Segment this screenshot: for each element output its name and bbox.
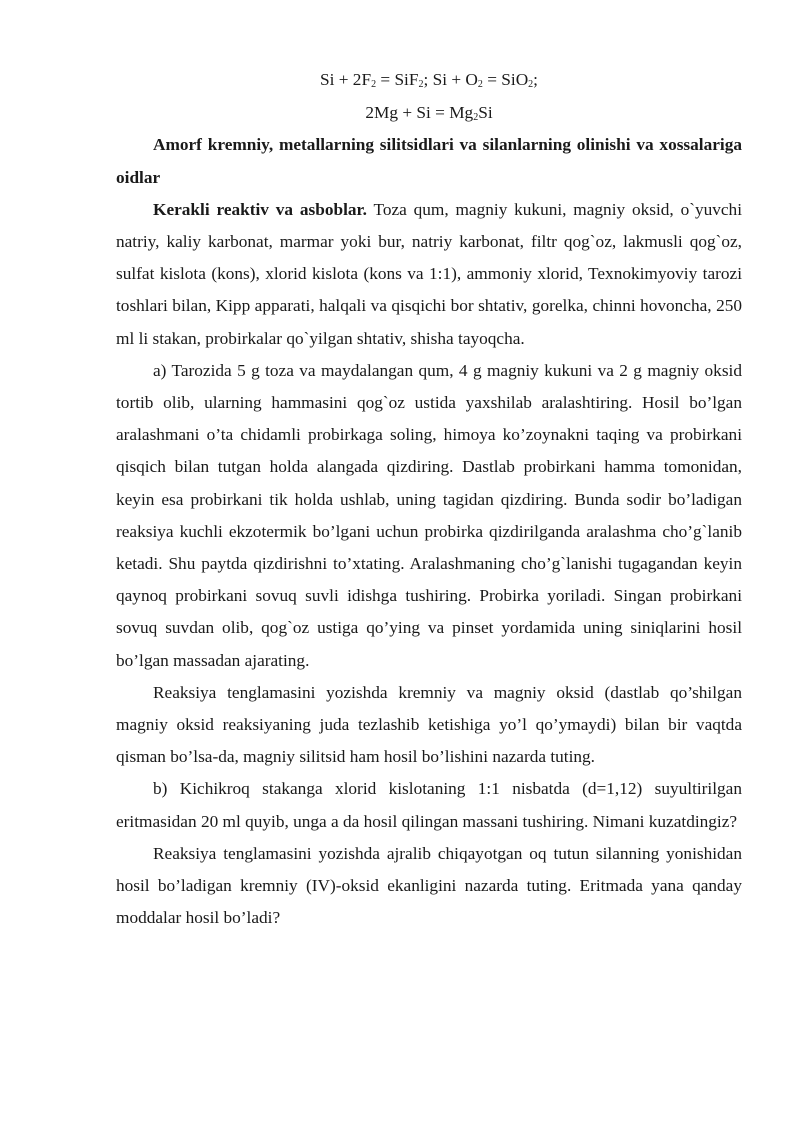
- reagents-lead: Kerakli reaktiv va asboblar.: [153, 199, 367, 219]
- eq1-sub-b: 2: [418, 79, 424, 90]
- eq2-part-a: 2Mg + Si = Mg: [365, 103, 474, 123]
- eq2-part-b: Si: [478, 103, 493, 123]
- eq1-sub-d: 2: [528, 79, 534, 90]
- paragraph-note-2: Reaksiya tenglamasini yozishda ajralib chiqayotgan oq tutun silanning yonishidan hosil bo’ladigan kremniy (IV)-oksid ekanligini nazarda tuting. Eritmada yana qanday moddalar hosil bo’ladi?: [116, 843, 742, 928]
- eq1-sub-c: 2: [477, 79, 483, 90]
- eq1-part-d: = SiO: [482, 70, 529, 89]
- eq1-part-e: ;: [533, 70, 538, 89]
- eq1-part-b: = SiF: [376, 70, 419, 89]
- equation-line-2: [116, 97, 742, 129]
- eq2-sub-a: 2: [473, 112, 479, 124]
- paragraph-b: b) Kichikroq stakanga xlorid kislotaning 1:1 nisbatda (d=1,12) suyultirilgan eritmasidan 20 ml quyib, unga a da hosil qilingan massani tushiring. Nimani kuzatdingiz?: [116, 779, 742, 831]
- eq1-part-c: ; Si + O: [423, 70, 478, 89]
- reagents-paragraph: [116, 194, 742, 355]
- paragraph-a: a) Tarozida 5 g toza va maydalangan qum, 4 g magniy kukuni va 2 g magniy oksid tortib olib, ularning hammasini qog`oz ustida yaxshilab aralashtiring. Hosil bo’lgan aralashmani o’ta chidamli probirkaga soling, himoya ko’zoynakni taqing va probirkani qisqich bilan tutgan holda alangada qizdiring. Dastlab probirkani hamma tomonidan, keyin esa probirkani tik holda ushlab, uning tagidan qizdiring. Bunda sodir bo’ladigan reaksiya kuchli ekzotermik bo’lgani uchun probirka qizdirilganda aralashma cho’g`lanib ketadi. Shu paytda qizdirishni to’xtating. Aralashmaning cho’g`lanishi tugagandan keyin qaynoq probirkani sovuq suvli idishga tushiring. Probirka yoriladi. Singan probirkani sovuq suvdan olib, qog`oz ustiga qo’ying va pinset yordamida uning siniqlarini hosil bo’lgan massadan ajarating.: [116, 360, 742, 670]
- section-title: Amorf kremniy, metallarning silitsidlari va silanlarning olinishi va xossalariga oidlar: [116, 135, 742, 187]
- reagents-text: Toza qum, magniy kukuni, magniy oksid, o`yuvchi natriy, kaliy karbonat, marmar yoki bur, natriy karbonat, filtr qog`oz, lakmusli qog`oz, sulfat kislota (kons), xlorid kislota (kons va 1:1), ammoniy xlorid, Texnokimyoviy tarozi toshlari bilan, Kipp apparati, halqali va qisqichi bor shtativ, gorelka, chinni hovoncha, 250 ml li stakan, probirkalar qo`yilgan shtativ, shisha tayoqcha.: [116, 199, 742, 348]
- equation-line-1: [116, 64, 742, 96]
- eq1-sub-a: 2: [371, 79, 377, 90]
- document-page: [116, 64, 742, 934]
- paragraph-note-1: Reaksiya tenglamasini yozishda kremniy va magniy oksid (dastlab qo’shilgan magniy oksid reaksiyaning juda tezlashib ketishiga yo’l qo’ymaydi) bilan bir vaqtda qisman bo’lsa-da, magniy silitsid ham hosil bo’lishini nazarda tuting.: [116, 682, 742, 767]
- eq1-part-a: Si + 2F: [320, 70, 372, 89]
